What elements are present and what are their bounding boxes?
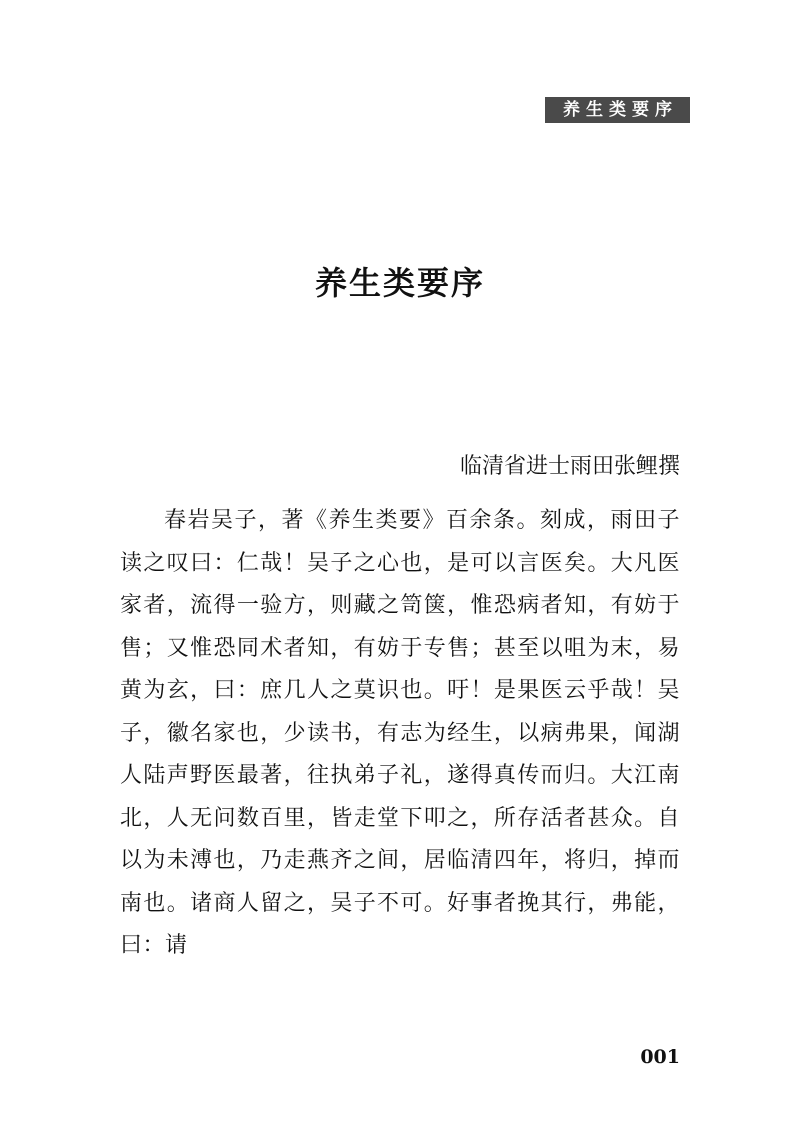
chapter-title: 养生类要序 [314, 264, 485, 302]
running-header: 养生类要序 [545, 97, 690, 123]
author-byline: 临清省进士雨田张鲤撰 [459, 454, 680, 479]
body-paragraph: 春岩吴子，著《养生类要》百余条。刻成，雨田子读之叹曰：仁哉！吴子之心也，是可以言医矣。大凡医家者，流得一验方，则藏之笥箧，惟恐病者知，有妨于售；又惟恐同术者知，有妨于专售；甚至以咀为末，易黄为玄，曰：庶几人之莫识也。吁！是果医云乎哉！吴子，徽名家也，少读书，有志为经生，以病弗果，闻湖人陆声野医最著，往执弟子礼，遂得真传而归。大江南北，人无问数百里，皆走堂下叩之，所存活者甚众。自以为未溥也，乃走燕齐之间，居临清四年，将归，掉而南也。诸商人留之，吴子不可。好事者挽其行，弗能，曰：请 [120, 508, 680, 958]
page-number: 001 [640, 1046, 680, 1068]
